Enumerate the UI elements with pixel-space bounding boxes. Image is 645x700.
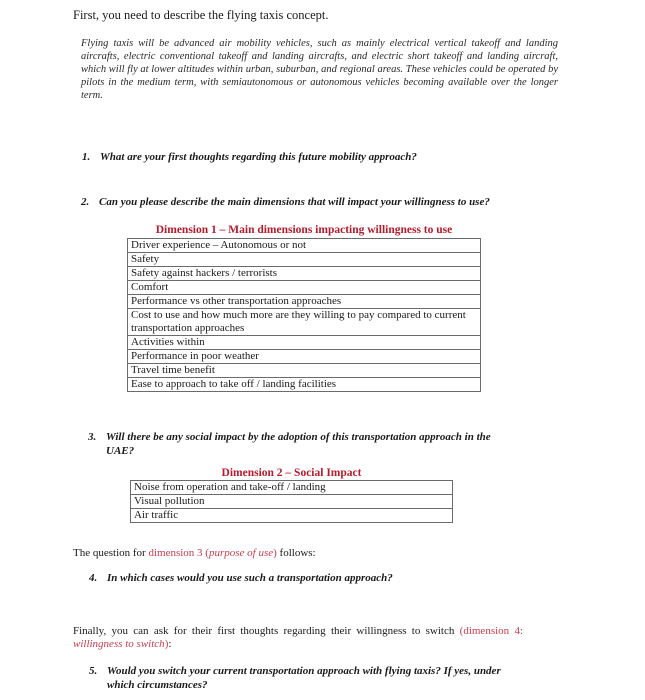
question-number: 3. <box>88 431 97 443</box>
dimension2-table <box>130 480 453 523</box>
table-cell: Noise from operation and take-off / landing <box>131 481 453 495</box>
table-cell: Ease to approach to take off / landing facilities <box>128 378 481 392</box>
question-4 <box>89 572 393 584</box>
table-row <box>128 336 481 350</box>
table-row <box>128 378 481 392</box>
table-row <box>131 495 453 509</box>
question-text-continued: which circumstances? <box>107 679 208 691</box>
dimension-purpose: willingness to switch <box>73 638 165 650</box>
table-row <box>128 253 481 267</box>
question-2 <box>81 196 490 208</box>
dimension-label: dimension 3 ( <box>148 547 209 559</box>
paragraph-text-end: follows: <box>276 547 316 559</box>
question-number: 1. <box>82 151 91 163</box>
paragraph-text: Finally, you can ask for their first thoughts regarding their willingness to switch <box>73 625 460 637</box>
question-5 <box>89 664 514 692</box>
table-cell: Travel time benefit <box>128 364 481 378</box>
table-row <box>128 350 481 364</box>
dimension1-title: Dimension 1 – Main dimensions impacting willingness to use <box>155 224 453 236</box>
dimension-label-close: ) <box>164 638 169 650</box>
dimension1-table <box>127 238 481 392</box>
dimension2-title: Dimension 2 – Social Impact <box>221 467 362 479</box>
dimension-purpose: purpose of use <box>208 547 274 559</box>
question-text: Would you switch your current transportation approach with flying taxis? If yes, under <box>107 665 501 677</box>
intro-text: First, you need to describe the flying taxis concept. <box>73 8 329 22</box>
concept-description: Flying taxis will be advanced air mobility vehicles, such as mainly electrical vertical takeoff and landing aircrafts, electric conventional takeoff and landing aircrafts, and electric short takeoff and landing aircraft, which will fly at lower altitudes within urban, suburban, and regional areas. These vehicles could be operated by pilots in the medium term, with semiautonomous or autonomous vehicles becoming available over the longer term. <box>81 38 558 101</box>
dimension4-paragraph <box>73 625 523 651</box>
question-3 <box>88 430 518 458</box>
question-number: 5. <box>89 665 98 677</box>
paragraph-text: The question for <box>73 547 149 559</box>
table-row <box>128 267 481 281</box>
table-row <box>128 364 481 378</box>
paragraph-text-end: : <box>168 638 172 650</box>
dimension3-paragraph <box>73 547 316 559</box>
question-text: In which cases would you use such a transportation approach? <box>107 572 393 584</box>
table-row <box>131 509 453 523</box>
table-cell: Visual pollution <box>131 495 453 509</box>
question-1 <box>82 151 417 163</box>
question-text: Will there be any social impact by the adoption of this transportation approach in the <box>106 431 491 443</box>
question-text: What are your first thoughts regarding this future mobility approach? <box>100 151 417 163</box>
table-cell: Safety <box>128 253 481 267</box>
table-row <box>128 239 481 253</box>
dimension-label-close: ) <box>273 547 277 559</box>
table-cell: Cost to use and how much more are they willing to pay compared to current transportation approaches <box>128 309 481 336</box>
table-row <box>128 309 481 336</box>
question-number: 2. <box>81 196 90 208</box>
table-cell: Safety against hackers / terrorists <box>128 267 481 281</box>
table-cell: Activities within <box>128 336 481 350</box>
table-row <box>131 481 453 495</box>
table-cell: Driver experience – Autonomous or not <box>128 239 481 253</box>
table-cell: Comfort <box>128 281 481 295</box>
question-text: Can you please describe the main dimensions that will impact your willingness to use? <box>99 196 490 208</box>
table-row <box>128 295 481 309</box>
table-cell: Air traffic <box>131 509 453 523</box>
table-cell: Performance in poor weather <box>128 350 481 364</box>
table-row <box>128 281 481 295</box>
question-number: 4. <box>89 572 98 584</box>
table-cell: Performance vs other transportation approaches <box>128 295 481 309</box>
dimension-label: (dimension 4: <box>459 625 523 637</box>
question-text-continued: UAE? <box>106 445 135 457</box>
